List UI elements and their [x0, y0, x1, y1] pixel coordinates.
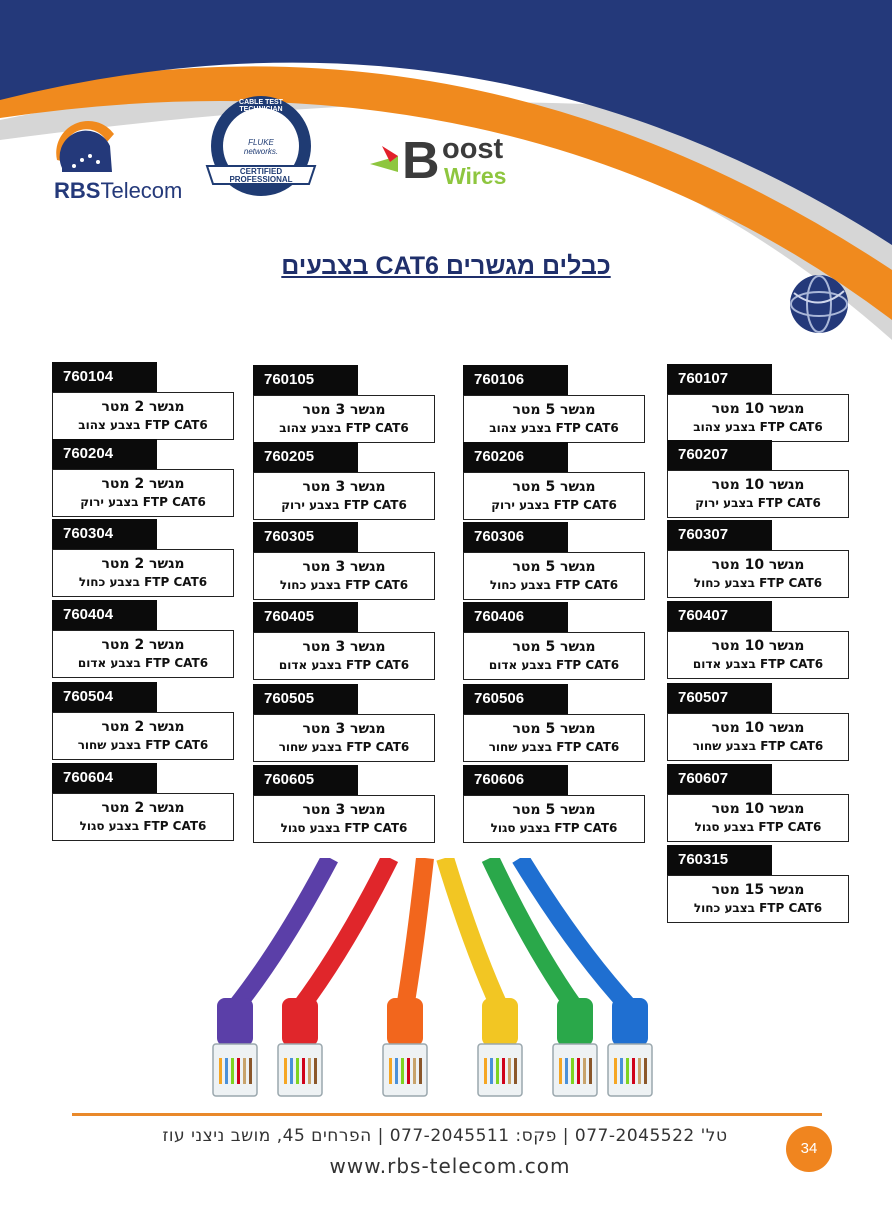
plug-pin	[644, 1058, 647, 1084]
product-type: FTP CAT6 בצבע צהוב	[693, 420, 823, 434]
product-card	[463, 602, 645, 680]
cable-boot	[557, 998, 593, 1046]
cable-boot	[282, 998, 318, 1046]
product-card	[52, 682, 234, 760]
globe-icon	[788, 273, 850, 335]
product-length: מגשר 2 מטר	[101, 399, 185, 415]
product-description	[253, 395, 435, 443]
product-type: FTP CAT6 בצבע צהוב	[78, 418, 208, 432]
product-type: FTP CAT6 בצבע כחול	[693, 901, 823, 915]
product-code: 760407	[667, 601, 772, 631]
plug-pin	[496, 1058, 499, 1084]
product-card	[667, 845, 849, 923]
cable-wire	[405, 858, 425, 1008]
product-type: FTP CAT6 בצבע כחול	[693, 576, 823, 590]
product-type: FTP CAT6 בצבע ירוק	[695, 496, 821, 510]
plug-pin	[632, 1058, 635, 1084]
footer-divider	[72, 1113, 822, 1116]
plug-pin	[502, 1058, 505, 1084]
product-length: מגשר 10 מטר	[711, 557, 805, 573]
product-code: 760505	[253, 684, 358, 714]
product-card	[667, 683, 849, 761]
product-length: מגשר 10 מטר	[711, 638, 805, 654]
cable-boot	[612, 998, 648, 1046]
product-code: 760306	[463, 522, 568, 552]
product-length: מגשר 15 מטר	[711, 882, 805, 898]
product-description	[463, 795, 645, 843]
product-type: FTP CAT6 בצבע שחור	[692, 739, 824, 753]
plug-pin	[620, 1058, 623, 1084]
product-description	[463, 552, 645, 600]
product-card	[463, 365, 645, 443]
product-card	[253, 522, 435, 600]
footer-contact: טל' 077-2045522 | פקס: 077-2045511 | הפרחים 45, מושב ניצני עוז	[162, 1126, 728, 1146]
product-code: 760315	[667, 845, 772, 875]
patch-cable	[278, 858, 390, 1096]
product-code: 760204	[52, 439, 157, 469]
product-description	[667, 631, 849, 679]
cable-boot	[387, 998, 423, 1046]
boost-word: oost	[442, 133, 504, 165]
product-description	[667, 713, 849, 761]
plug-pin	[419, 1058, 422, 1084]
plug-pin	[514, 1058, 517, 1084]
product-code: 760207	[667, 440, 772, 470]
product-type: FTP CAT6 בצבע סגול	[490, 821, 618, 835]
product-type: FTP CAT6 בצבע אדום	[77, 656, 209, 670]
product-card	[253, 684, 435, 762]
product-description	[52, 712, 234, 760]
boost-wires-word: Wires	[444, 163, 507, 189]
product-code: 760606	[463, 765, 568, 795]
rbs-telecom-logo	[50, 120, 190, 205]
product-length: מגשר 2 מטר	[101, 719, 185, 735]
product-code: 760205	[253, 442, 358, 472]
product-length: מגשר 5 מטר	[512, 721, 596, 737]
product-length: מגשר 3 מטר	[302, 639, 386, 655]
product-type: FTP CAT6 בצבע שחור	[488, 740, 620, 754]
product-length: מגשר 3 מטר	[302, 559, 386, 575]
product-card	[52, 763, 234, 841]
plug-pin	[249, 1058, 252, 1084]
plug-pin	[308, 1058, 311, 1084]
plug-pin	[413, 1058, 416, 1084]
plug-pin	[589, 1058, 592, 1084]
cable-boot	[482, 998, 518, 1046]
rbs-brand-text: RBS	[54, 178, 101, 203]
product-card	[667, 764, 849, 842]
product-length: מגשר 10 מטר	[711, 477, 805, 493]
product-description	[253, 552, 435, 600]
product-card	[463, 684, 645, 762]
product-description	[253, 795, 435, 843]
product-card	[253, 442, 435, 520]
plug-pin	[626, 1058, 629, 1084]
plug-pin	[577, 1058, 580, 1084]
product-length: מגשר 5 מטר	[512, 639, 596, 655]
page-title: כבלים מגשרים CAT6 בצבעים	[281, 252, 611, 280]
plug-pin	[583, 1058, 586, 1084]
product-type: FTP CAT6 בצבע אדום	[488, 658, 620, 672]
product-card	[463, 522, 645, 600]
product-description	[52, 392, 234, 440]
product-length: מגשר 2 מטר	[101, 476, 185, 492]
product-length: מגשר 10 מטר	[711, 720, 805, 736]
patch-cable	[383, 858, 427, 1096]
product-code: 760405	[253, 602, 358, 632]
product-length: מגשר 2 מטר	[101, 637, 185, 653]
product-type: FTP CAT6 בצבע כחול	[78, 575, 208, 589]
rbs-globe-icon	[52, 120, 122, 180]
product-description	[253, 632, 435, 680]
plug-pin	[395, 1058, 398, 1084]
product-description	[667, 470, 849, 518]
product-length: מגשר 5 מטר	[512, 559, 596, 575]
product-description	[463, 395, 645, 443]
plug-pin	[614, 1058, 617, 1084]
product-code: 760506	[463, 684, 568, 714]
product-code: 760105	[253, 365, 358, 395]
product-card	[52, 519, 234, 597]
product-length: מגשר 3 מטר	[302, 802, 386, 818]
product-length: מגשר 5 מטר	[512, 802, 596, 818]
product-length: מגשר 5 מטר	[512, 479, 596, 495]
plug-pin	[302, 1058, 305, 1084]
product-length: מגשר 2 מטר	[101, 556, 185, 572]
product-card	[667, 440, 849, 518]
plug-pin	[290, 1058, 293, 1084]
product-code: 760504	[52, 682, 157, 712]
plug-pin	[559, 1058, 562, 1084]
product-card	[253, 602, 435, 680]
plug-pin	[571, 1058, 574, 1084]
product-code: 760507	[667, 683, 772, 713]
product-type: FTP CAT6 בצבע אדום	[692, 657, 824, 671]
product-code: 760307	[667, 520, 772, 550]
product-code: 760305	[253, 522, 358, 552]
plug-pin	[231, 1058, 234, 1084]
product-description	[253, 472, 435, 520]
product-card	[52, 600, 234, 678]
plug-pin	[508, 1058, 511, 1084]
product-card	[667, 601, 849, 679]
plug-pin	[638, 1058, 641, 1084]
product-description	[52, 549, 234, 597]
badge-professional-text: PROFESSIONAL	[229, 175, 293, 184]
product-description	[667, 550, 849, 598]
plug-pin	[484, 1058, 487, 1084]
cable-boot	[217, 998, 253, 1046]
product-description	[52, 793, 234, 841]
product-description	[52, 630, 234, 678]
plug-pin	[490, 1058, 493, 1084]
product-type: FTP CAT6 בצבע סגול	[79, 819, 207, 833]
product-card	[52, 362, 234, 440]
plug-pin	[237, 1058, 240, 1084]
product-description	[52, 469, 234, 517]
boost-letter: B	[402, 132, 440, 190]
product-card	[253, 365, 435, 443]
plug-pin	[284, 1058, 287, 1084]
product-description	[463, 472, 645, 520]
page-number-badge: 34	[786, 1126, 832, 1172]
product-type: FTP CAT6 בצבע אדום	[278, 658, 410, 672]
plug-pin	[219, 1058, 222, 1084]
product-code: 760604	[52, 763, 157, 793]
product-type: FTP CAT6 בצבע ירוק	[281, 498, 407, 512]
plug-pin	[225, 1058, 228, 1084]
product-card	[52, 439, 234, 517]
product-length: מגשר 3 מטר	[302, 479, 386, 495]
product-length: מגשר 2 מטר	[101, 800, 185, 816]
product-description	[463, 714, 645, 762]
product-type: FTP CAT6 בצבע סגול	[280, 821, 408, 835]
product-card	[463, 765, 645, 843]
product-type: FTP CAT6 בצבע צהוב	[489, 421, 619, 435]
product-description	[253, 714, 435, 762]
product-length: מגשר 10 מטר	[711, 401, 805, 417]
plug-pin	[407, 1058, 410, 1084]
product-card	[463, 442, 645, 520]
product-type: FTP CAT6 בצבע סגול	[694, 820, 822, 834]
product-description	[667, 875, 849, 923]
product-code: 760206	[463, 442, 568, 472]
product-type: FTP CAT6 בצבע כחול	[279, 578, 409, 592]
product-length: מגשר 3 מטר	[302, 721, 386, 737]
product-card	[667, 364, 849, 442]
footer-website[interactable]: www.rbs-telecom.com	[329, 1154, 571, 1178]
plug-pin	[314, 1058, 317, 1084]
product-type: FTP CAT6 בצבע ירוק	[80, 495, 206, 509]
product-length: מגשר 3 מטר	[302, 402, 386, 418]
product-code: 760107	[667, 364, 772, 394]
plug-pin	[565, 1058, 568, 1084]
product-type: FTP CAT6 בצבע שחור	[77, 738, 209, 752]
plug-pin	[389, 1058, 392, 1084]
product-length: מגשר 10 מטר	[711, 801, 805, 817]
certified-badge	[203, 94, 323, 204]
product-description	[667, 394, 849, 442]
boost-wires-logo	[368, 132, 538, 194]
plug-pin	[401, 1058, 404, 1084]
badge-top-text: CABLE TEST TECHNICIAN	[239, 99, 283, 113]
product-code: 760104	[52, 362, 157, 392]
product-type: FTP CAT6 בצבע שחור	[278, 740, 410, 754]
product-code: 760404	[52, 600, 157, 630]
product-length: מגשר 5 מטר	[512, 402, 596, 418]
product-code: 760304	[52, 519, 157, 549]
product-card	[253, 765, 435, 843]
product-description	[667, 794, 849, 842]
patch-cables-illustration	[190, 858, 680, 1113]
product-type: FTP CAT6 בצבע כחול	[489, 578, 619, 592]
plug-pin	[296, 1058, 299, 1084]
product-description	[463, 632, 645, 680]
badge-certified-text: CERTIFIED	[239, 167, 283, 176]
product-code: 760406	[463, 602, 568, 632]
product-type: FTP CAT6 בצבע ירוק	[491, 498, 617, 512]
product-code: 760106	[463, 365, 568, 395]
rbs-suffix-text: Telecom	[100, 178, 183, 203]
plug-pin	[243, 1058, 246, 1084]
product-code: 760605	[253, 765, 358, 795]
product-type: FTP CAT6 בצבע צהוב	[279, 421, 409, 435]
badge-fluke-text: FLUKE networks.	[243, 138, 279, 156]
product-code: 760607	[667, 764, 772, 794]
product-card	[667, 520, 849, 598]
